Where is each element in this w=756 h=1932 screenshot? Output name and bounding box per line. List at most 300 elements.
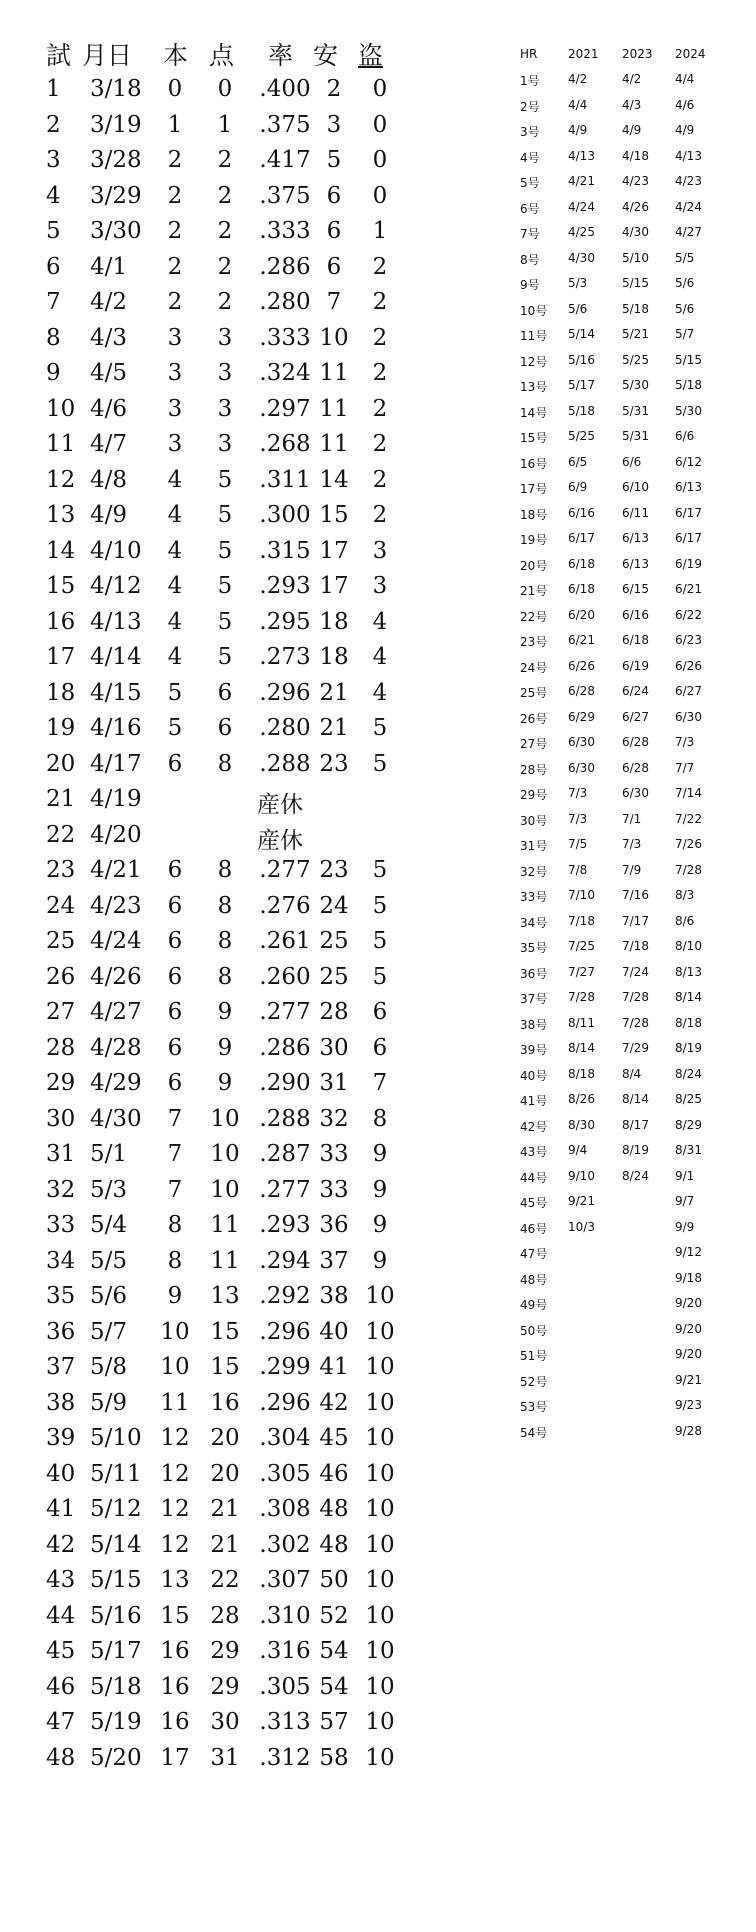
cell-date: 3/19 — [90, 111, 142, 138]
cell-date: 5/16 — [90, 1602, 142, 1629]
cell-hits: 6 — [326, 218, 342, 244]
cell-hr: 7 — [167, 1176, 183, 1203]
cell-date: 3/18 — [90, 76, 142, 102]
cell-hr-num: 52号 — [520, 1374, 548, 1389]
cell-2021: 5/16 — [568, 352, 595, 367]
cell-hits: 32 — [319, 1105, 349, 1132]
cell-2021: 10/3 — [568, 1219, 595, 1234]
cell-hr: 10 — [160, 1318, 190, 1345]
cell-sb: 10 — [365, 1283, 395, 1309]
cell-sb: 0 — [372, 147, 388, 173]
cell-game: 1 — [46, 76, 61, 102]
cell-2023: 6/18 — [622, 633, 649, 647]
cell-2021: 5/18 — [568, 403, 595, 418]
cell-2023: 7/24 — [622, 964, 649, 979]
cell-game: 27 — [46, 999, 76, 1025]
cell-2021: 4/30 — [568, 250, 595, 265]
cell-rbi: 15 — [210, 1354, 240, 1380]
cell-rbi: 29 — [210, 1638, 240, 1664]
cell-hr: 5 — [167, 715, 183, 741]
cell-rbi: 11 — [210, 1212, 240, 1238]
cell-hr: 4 — [167, 573, 183, 599]
cell-avg: .305 — [259, 1673, 311, 1700]
cell-hr-num: 1号 — [520, 74, 540, 88]
cell-avg: .261 — [259, 928, 311, 954]
cell-hits: 57 — [319, 1709, 349, 1735]
header-2023: 2023 — [622, 47, 653, 61]
cell-sb: 10 — [365, 1602, 395, 1629]
cell-hr: 0 — [167, 76, 183, 102]
cell-avg: .324 — [259, 360, 311, 386]
cell-2024: 7/26 — [675, 837, 702, 851]
cell-date: 4/19 — [90, 786, 142, 812]
cell-rbi: 8 — [217, 750, 233, 777]
cell-2023: 6/16 — [622, 607, 649, 622]
cell-date: 4/20 — [90, 821, 142, 848]
cell-sb: 9 — [372, 1141, 388, 1167]
cell-game: 3 — [46, 147, 61, 173]
header-2021: 2021 — [568, 47, 599, 61]
cell-date: 5/11 — [90, 1460, 142, 1487]
cell-rbi: 5 — [217, 466, 233, 493]
cell-2023: 6/30 — [622, 786, 649, 800]
cell-hr: 3 — [167, 360, 183, 386]
cell-avg: .287 — [259, 1141, 311, 1167]
cell-2023: 5/25 — [622, 352, 649, 367]
cell-2024: 6/21 — [675, 582, 702, 596]
cell-hr-num: 42号 — [520, 1119, 548, 1134]
cell-hr: 16 — [160, 1709, 190, 1735]
cell-date: 3/30 — [90, 218, 142, 244]
cell-2021: 5/14 — [568, 327, 595, 341]
cell-hr: 10 — [160, 1354, 190, 1380]
cell-game: 22 — [46, 821, 76, 848]
cell-hits: 25 — [319, 963, 349, 990]
cell-game: 15 — [46, 573, 76, 599]
cell-hr-num: 45号 — [520, 1196, 548, 1210]
cell-sb: 0 — [372, 111, 388, 138]
cell-hr-num: 10号 — [520, 303, 548, 318]
cell-hr-num: 28号 — [520, 762, 548, 777]
cell-date: 4/3 — [90, 324, 128, 351]
cell-game: 5 — [46, 218, 61, 244]
cell-hr-num: 40号 — [520, 1068, 548, 1083]
cell-date: 4/17 — [90, 750, 142, 777]
cell-2024: 6/26 — [675, 658, 702, 673]
cell-game: 29 — [46, 1070, 76, 1096]
cell-date: 5/6 — [90, 1283, 128, 1309]
cell-game: 4 — [46, 182, 61, 209]
cell-hits: 36 — [319, 1212, 349, 1238]
cell-avg: .307 — [259, 1567, 311, 1593]
cell-date: 5/20 — [90, 1744, 142, 1771]
cell-2021: 6/20 — [568, 607, 595, 622]
cell-sb: 10 — [365, 1744, 395, 1771]
cell-2024: 6/17 — [675, 505, 702, 520]
cell-2023: 7/3 — [622, 837, 642, 851]
cell-2021: 9/10 — [568, 1168, 595, 1183]
cell-sb: 5 — [372, 857, 388, 883]
cell-hr: 6 — [167, 963, 183, 990]
cell-2023: 8/4 — [622, 1066, 642, 1081]
cell-2021: 5/3 — [568, 276, 588, 290]
cell-rbi: 22 — [210, 1567, 240, 1593]
cell-2021: 4/4 — [568, 97, 588, 112]
cell-hits: 48 — [319, 1531, 349, 1558]
cell-2024: 6/30 — [675, 709, 702, 724]
cell-2024: 8/14 — [675, 990, 702, 1004]
cell-game: 19 — [46, 715, 76, 741]
cell-2024: 4/9 — [675, 123, 695, 137]
cell-2023: 4/9 — [622, 123, 642, 137]
cell-hits: 21 — [319, 679, 349, 706]
cell-2023: 4/3 — [622, 97, 642, 112]
cell-2024: 8/19 — [675, 1041, 702, 1055]
cell-rbi: 21 — [210, 1531, 240, 1558]
cell-hr-num: 47号 — [520, 1247, 548, 1261]
cell-hits: 30 — [319, 1034, 349, 1061]
cell-hr-num: 43号 — [520, 1145, 548, 1159]
cell-hits: 18 — [319, 644, 349, 670]
cell-rbi: 2 — [217, 218, 233, 244]
cell-hr-num: 49号 — [520, 1298, 548, 1312]
cell-avg: .305 — [259, 1460, 311, 1487]
cell-sb: 10 — [365, 1531, 395, 1558]
cell-game: 42 — [46, 1531, 76, 1558]
cell-sb: 10 — [365, 1318, 395, 1345]
cell-2023: 8/24 — [622, 1168, 649, 1183]
cell-2021: 9/21 — [568, 1194, 595, 1208]
cell-sb: 10 — [365, 1389, 395, 1416]
cell-2021: 6/30 — [568, 735, 595, 749]
cell-2024: 6/23 — [675, 633, 702, 647]
cell-date: 4/8 — [90, 466, 128, 493]
cell-note: 産休 — [257, 792, 303, 818]
cell-2024: 8/24 — [675, 1066, 702, 1081]
cell-hr-num: 19号 — [520, 533, 548, 547]
cell-2021: 6/30 — [568, 760, 595, 775]
cell-2024: 4/4 — [675, 72, 695, 86]
header-sb: 盗 — [358, 41, 384, 70]
cell-rbi: 10 — [210, 1141, 240, 1167]
cell-rbi: 5 — [217, 502, 233, 528]
cell-hits: 17 — [319, 537, 349, 564]
cell-hr-num: 24号 — [520, 660, 548, 675]
cell-hr: 2 — [167, 289, 183, 315]
cell-2021: 7/3 — [568, 811, 588, 826]
cell-rbi: 2 — [217, 147, 233, 173]
cell-sb: 10 — [365, 1709, 395, 1735]
cell-2021: 9/4 — [568, 1143, 588, 1157]
cell-sb: 0 — [372, 76, 388, 102]
cell-hits: 5 — [326, 147, 342, 173]
cell-avg: .280 — [259, 715, 311, 741]
cell-game: 38 — [46, 1389, 76, 1416]
cell-date: 4/1 — [90, 253, 128, 280]
cell-2023: 6/13 — [622, 556, 649, 571]
cell-hits: 10 — [319, 324, 349, 351]
cell-game: 37 — [46, 1354, 76, 1380]
cell-game: 45 — [46, 1638, 76, 1664]
cell-2024: 9/18 — [675, 1270, 702, 1285]
cell-hr-num: 38号 — [520, 1017, 548, 1032]
cell-sb: 2 — [372, 395, 388, 422]
cell-2021: 6/9 — [568, 480, 588, 494]
cell-game: 32 — [46, 1176, 76, 1203]
cell-2021: 8/30 — [568, 1117, 595, 1132]
cell-hr-num: 17号 — [520, 482, 548, 496]
cell-hr: 6 — [167, 1070, 183, 1096]
cell-2023: 5/18 — [622, 301, 649, 316]
cell-game: 31 — [46, 1141, 76, 1167]
cell-2021: 8/26 — [568, 1092, 595, 1106]
cell-hr-num: 22号 — [520, 609, 548, 624]
cell-avg: .296 — [259, 679, 311, 706]
cell-2023: 7/17 — [622, 913, 649, 928]
cell-sb: 0 — [372, 182, 388, 209]
cell-hr: 4 — [167, 608, 183, 635]
header-game: 試 — [46, 41, 72, 70]
cell-sb: 9 — [372, 1247, 388, 1274]
cell-avg: .288 — [259, 750, 311, 777]
cell-hr: 6 — [167, 892, 183, 919]
cell-date: 4/2 — [90, 289, 128, 315]
cell-2024: 6/13 — [675, 480, 702, 494]
cell-game: 36 — [46, 1318, 76, 1345]
cell-game: 25 — [46, 928, 76, 954]
header-rbi: 点 — [209, 41, 235, 70]
cell-hits: 11 — [319, 395, 349, 422]
cell-date: 4/7 — [90, 431, 128, 457]
cell-hr-num: 13号 — [520, 380, 548, 394]
cell-rbi: 3 — [217, 395, 233, 422]
cell-hr-num: 2号 — [520, 99, 540, 114]
cell-hr-num: 20号 — [520, 558, 548, 573]
cell-date: 4/24 — [90, 928, 142, 954]
cell-2024: 5/18 — [675, 378, 702, 392]
cell-2021: 8/11 — [568, 1015, 595, 1030]
cell-avg: .273 — [259, 644, 311, 670]
cell-game: 18 — [46, 679, 76, 706]
cell-2021: 6/16 — [568, 505, 595, 520]
cell-sb: 10 — [365, 1425, 395, 1451]
cell-date: 5/15 — [90, 1567, 142, 1593]
cell-sb: 6 — [372, 1034, 388, 1061]
cell-hr-num: 46号 — [520, 1221, 548, 1236]
cell-rbi: 8 — [217, 963, 233, 990]
cell-2023: 4/18 — [622, 148, 649, 163]
cell-2021: 8/18 — [568, 1066, 595, 1081]
cell-2021: 4/24 — [568, 199, 595, 214]
cell-date: 4/10 — [90, 537, 142, 564]
cell-sb: 2 — [372, 502, 388, 528]
cell-hr-num: 26号 — [520, 711, 548, 726]
cell-2023: 7/1 — [622, 811, 642, 826]
cell-rbi: 20 — [210, 1425, 240, 1451]
cell-sb: 4 — [372, 644, 388, 670]
cell-avg: .286 — [259, 253, 311, 280]
cell-game: 41 — [46, 1496, 76, 1522]
cell-rbi: 10 — [210, 1105, 240, 1132]
cell-game: 28 — [46, 1034, 76, 1061]
cell-hr-num: 54号 — [520, 1425, 548, 1440]
cell-avg: .310 — [259, 1602, 311, 1629]
cell-2021: 8/14 — [568, 1041, 595, 1055]
cell-2023: 7/29 — [622, 1041, 649, 1055]
cell-date: 3/28 — [90, 147, 142, 173]
cell-game: 30 — [46, 1105, 76, 1132]
cell-2023: 6/28 — [622, 735, 649, 749]
cell-hr: 3 — [167, 395, 183, 422]
cell-hr-num: 16号 — [520, 456, 548, 471]
cell-rbi: 5 — [217, 608, 233, 635]
cell-date: 5/7 — [90, 1318, 128, 1345]
cell-avg: .375 — [259, 111, 311, 138]
cell-sb: 2 — [372, 324, 388, 351]
cell-2024: 7/22 — [675, 811, 702, 826]
cell-hr: 17 — [160, 1744, 190, 1771]
cell-avg: .260 — [259, 963, 311, 990]
cell-hr: 2 — [167, 253, 183, 280]
cell-game: 47 — [46, 1709, 76, 1735]
cell-hits: 41 — [319, 1354, 349, 1380]
cell-game: 24 — [46, 892, 76, 919]
cell-avg: .277 — [259, 857, 311, 883]
cell-hr-num: 53号 — [520, 1400, 548, 1414]
cell-rbi: 9 — [217, 1070, 233, 1096]
cell-hr-num: 7号 — [520, 227, 540, 241]
cell-hits: 37 — [319, 1247, 349, 1274]
cell-2021: 4/21 — [568, 174, 595, 188]
cell-2021: 6/26 — [568, 658, 595, 673]
cell-hits: 14 — [319, 466, 349, 493]
cell-hits: 54 — [319, 1673, 349, 1700]
cell-avg: .315 — [259, 537, 311, 564]
cell-date: 4/23 — [90, 892, 142, 919]
cell-hr: 6 — [167, 1034, 183, 1061]
cell-rbi: 8 — [217, 857, 233, 883]
cell-sb: 6 — [372, 999, 388, 1025]
cell-2024: 9/28 — [675, 1423, 702, 1438]
cell-sb: 3 — [372, 573, 388, 599]
cell-avg: .268 — [259, 431, 311, 457]
cell-rbi: 9 — [217, 999, 233, 1025]
cell-hr-num: 11号 — [520, 329, 548, 343]
cell-2024: 9/21 — [675, 1372, 702, 1387]
cell-2021: 7/27 — [568, 964, 595, 979]
cell-avg: .276 — [259, 892, 311, 919]
cell-date: 4/12 — [90, 573, 142, 599]
cell-sb: 2 — [372, 360, 388, 386]
cell-hr-num: 48号 — [520, 1272, 548, 1287]
cell-rbi: 5 — [217, 573, 233, 599]
cell-2024: 9/12 — [675, 1245, 702, 1259]
cell-sb: 10 — [365, 1567, 395, 1593]
cell-2021: 7/25 — [568, 939, 595, 953]
cell-2023: 7/18 — [622, 939, 649, 953]
cell-2023: 8/19 — [622, 1143, 649, 1157]
cell-hr: 15 — [160, 1602, 190, 1629]
header-hits: 安 — [313, 41, 339, 70]
cell-2024: 5/6 — [675, 276, 695, 290]
cell-game: 43 — [46, 1567, 76, 1593]
cell-hits: 18 — [319, 608, 349, 635]
cell-avg: .308 — [259, 1496, 311, 1522]
cell-2021: 6/17 — [568, 531, 595, 545]
cell-2023: 5/31 — [622, 429, 649, 443]
cell-2021: 7/8 — [568, 862, 588, 877]
cell-avg: .417 — [259, 147, 311, 173]
cell-avg: .375 — [259, 182, 311, 209]
cell-date: 4/15 — [90, 679, 142, 706]
cell-2024: 5/15 — [675, 352, 702, 367]
cell-avg: .313 — [259, 1709, 311, 1735]
cell-sb: 9 — [372, 1212, 388, 1238]
cell-date: 5/3 — [90, 1176, 128, 1203]
cell-2024: 4/6 — [675, 97, 695, 112]
cell-rbi: 3 — [217, 324, 233, 351]
cell-2023: 8/17 — [622, 1117, 649, 1132]
cell-hr-num: 3号 — [520, 125, 540, 139]
cell-2024: 8/3 — [675, 888, 695, 902]
cell-sb: 1 — [372, 218, 388, 244]
cell-hits: 3 — [326, 111, 342, 138]
cell-2024: 4/23 — [675, 174, 702, 188]
cell-hr: 4 — [167, 644, 183, 670]
cell-hits: 24 — [319, 892, 349, 919]
cell-hr-num: 32号 — [520, 864, 548, 879]
cell-date: 5/17 — [90, 1638, 142, 1664]
cell-game: 48 — [46, 1744, 76, 1771]
cell-2024: 9/7 — [675, 1194, 695, 1208]
cell-sb: 10 — [365, 1354, 395, 1380]
cell-2023: 7/28 — [622, 1015, 649, 1030]
cell-2021: 7/18 — [568, 913, 595, 928]
cell-2024: 7/3 — [675, 735, 695, 749]
cell-sb: 5 — [372, 715, 388, 741]
cell-date: 3/29 — [90, 182, 142, 209]
cell-2023: 5/15 — [622, 276, 649, 290]
cell-hits: 31 — [319, 1070, 349, 1096]
cell-2024: 4/27 — [675, 225, 702, 239]
cell-2021: 5/6 — [568, 301, 588, 316]
cell-rbi: 28 — [210, 1602, 240, 1629]
cell-hits: 38 — [319, 1283, 349, 1309]
cell-rbi: 20 — [210, 1460, 240, 1487]
cell-game: 39 — [46, 1425, 76, 1451]
cell-2024: 6/12 — [675, 454, 702, 469]
cell-hits: 23 — [319, 750, 349, 777]
cell-hr: 16 — [160, 1673, 190, 1700]
cell-avg: .302 — [259, 1531, 311, 1558]
cell-2023: 6/19 — [622, 658, 649, 673]
cell-hits: 11 — [319, 360, 349, 386]
cell-hr-num: 14号 — [520, 405, 548, 420]
cell-2023: 6/10 — [622, 480, 649, 494]
cell-hr-num: 50号 — [520, 1323, 548, 1338]
cell-game: 21 — [46, 786, 76, 812]
cell-date: 5/9 — [90, 1389, 128, 1416]
cell-hr: 2 — [167, 182, 183, 209]
cell-2023: 4/2 — [622, 72, 642, 86]
cell-2024: 5/5 — [675, 250, 695, 265]
cell-2024: 7/14 — [675, 786, 702, 800]
cell-hits: 58 — [319, 1744, 349, 1771]
cell-2024: 9/20 — [675, 1321, 702, 1336]
cell-2021: 6/29 — [568, 709, 595, 724]
cell-sb: 9 — [372, 1176, 388, 1203]
cell-hr-num: 41号 — [520, 1094, 548, 1108]
